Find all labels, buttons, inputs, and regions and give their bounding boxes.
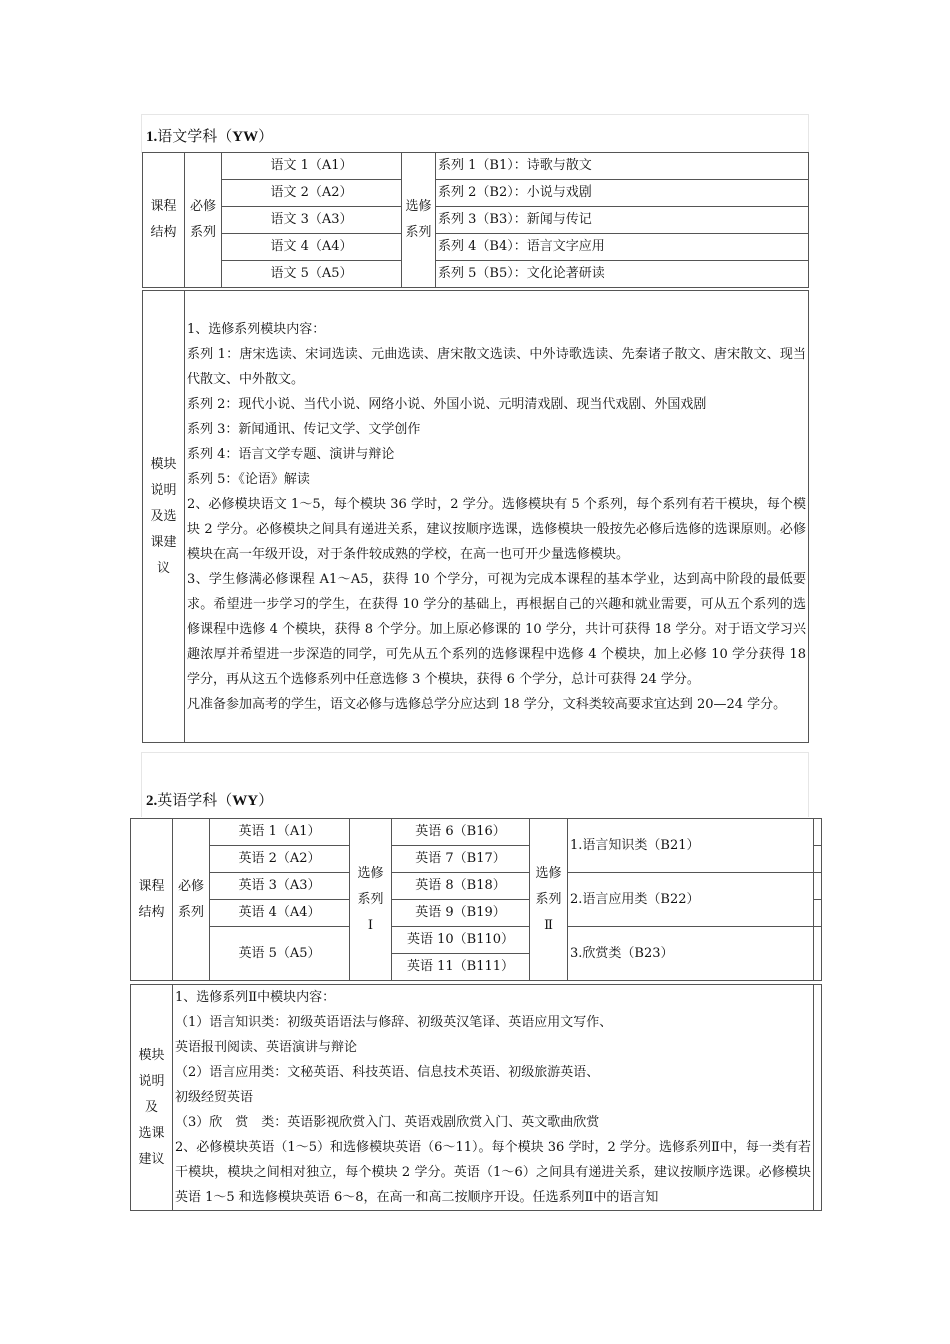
elective1-module: 英语 7（B17）: [392, 846, 530, 873]
section1-title-box: [141, 114, 809, 153]
required-module: 语文 4（A4）: [222, 234, 402, 261]
elective-module: 系列 1（B1）：诗歌与散文: [436, 153, 809, 180]
required-module: 英语 4（A4）: [210, 900, 350, 927]
section2-structure-table: [130, 818, 822, 981]
section2-title: 2.英语学科（WY）: [146, 791, 274, 809]
section2-description-table: [130, 984, 822, 1211]
elective-series-2-label: 选修 系列 Ⅱ: [530, 819, 568, 981]
required-series-label: 必修 系列: [173, 819, 210, 981]
elective2-module: 1.语言知识类（B21）: [568, 819, 814, 873]
description-text: 1、选修系列Ⅱ中模块内容： （1）语言知识类：初级英语语法与修辞、初级英汉笔译、英语应用文写作、 英语报刊阅读、英语演讲与辩论 （2）语言应用类：文秘英语、科技英语、信息技术英语、初级旅游英语、 初级经贸英语 （3）欣 赏 类：英语影视欣赏入门、英语戏剧欣赏入门、英文歌曲欣赏 2、必修模块英语（1～5）和选修模块英语（6～11）。每个模块 36 学时，2 学分。选修系列Ⅱ中，每一类有若干模块，模块之间相对独立，每个模块 2 学分。英语（1～6）之间具有递进关系，建议按顺序选课。必修模块英语 1～5 和选修模块英语 6～8，在高一和高二按顺序开设。任选系列Ⅱ中的语言知: [173, 985, 814, 1211]
description-text: 1、选修系列模块内容： 系列 1：唐宋选读、宋词选读、元曲选读、唐宋散文选读、中外诗歌选读、先秦诸子散文、唐宋散文、现当代散文、中外散文。 系列 2：现代小说、当代小说、网络小说、外国小说、元明清戏剧、现当代戏剧、外国戏剧 系列 3：新闻通讯、传记文学、文学创作 系列 4：语言文学专题、演讲与辩论 系列 5：《论语》解读 2、必修模块语文 1～5，每个模块 36 学时，2 学分。选修模块有 5 个系列，每个系列有若干模块，每个模块 2 学分。必修模块之间具有递进关系，建议按顺序选课，选修模块一般按先必修后选修的选课原则。必修模块在高一年级开设，对于条件较成熟的学校，在高一也可开少量选修模块。 3、学生修满必修课程 A1～A5，获得 10 个学分，可视为完成本课程的基本学业，达到高中阶段的最低要求。希望进一步学习的学生，在获得 10 学分的基础上，再根据自己的兴趣和就业需要，可从五个系列的选修课程中选修 4 个模块，获得 8 个学分。加上原必修课的 10 学分，共计可获得 18 学分。对于语文学习兴趣浓厚并希望进一步深造的同学，可先从五个系列的选修课程中选修 4 个模块，加上必修 10 学分获得 18 学分，再从这五个选修系列中任意选修 3 个模块，获得 6 个学分，总计可获得 24 学分。 凡准备参加高考的学生，语文必修与选修总学分应达到 18 学分，文科类较高要求宜达到 20—24 学分。: [185, 291, 809, 743]
elective2-module: 3.欣赏类（B23）: [568, 927, 814, 981]
side-cell: [814, 927, 822, 981]
required-module: 英语 1（A1）: [210, 819, 350, 846]
side-cell: [814, 819, 822, 846]
elective1-module: 英语 8（B18）: [392, 873, 530, 900]
structure-label: 课程 结构: [143, 153, 185, 288]
side-cell: [814, 900, 822, 927]
section2-title-box: [141, 752, 809, 817]
elective-module: 系列 4（B4）：语言文字应用: [436, 234, 809, 261]
required-module: 英语 3（A3）: [210, 873, 350, 900]
elective-module: 系列 5（B5）：文化论著研读: [436, 261, 809, 288]
section1-title: 1.语文学科（YW）: [146, 127, 274, 145]
required-module: 英语 5（A5）: [210, 927, 350, 981]
elective-module: 系列 2（B2）：小说与戏剧: [436, 180, 809, 207]
elective-series-1-label: 选修 系列 Ⅰ: [350, 819, 392, 981]
description-label: 模块 说明 及选 课建 议: [143, 291, 185, 743]
section1-description-table: [142, 290, 809, 743]
side-cell: [814, 846, 822, 873]
required-module: 语文 3（A3）: [222, 207, 402, 234]
elective1-module: 英语 10（B110）: [392, 927, 530, 954]
required-module: 语文 1（A1）: [222, 153, 402, 180]
structure-label: 课程 结构: [131, 819, 173, 981]
side-cell: [814, 985, 822, 1211]
elective2-module: 2.语言应用类（B22）: [568, 873, 814, 927]
section1-structure-table: [142, 152, 809, 288]
elective-module: 系列 3（B3）：新闻与传记: [436, 207, 809, 234]
elective1-module: 英语 9（B19）: [392, 900, 530, 927]
required-series-label: 必修 系列: [185, 153, 222, 288]
required-module: 语文 2（A2）: [222, 180, 402, 207]
elective1-module: 英语 11（B111）: [392, 954, 530, 981]
required-module: 英语 2（A2）: [210, 846, 350, 873]
elective-series-label: 选修 系列: [402, 153, 436, 288]
side-cell: [814, 873, 822, 900]
description-label: 模块 说明 及 选课 建议: [131, 985, 173, 1211]
elective1-module: 英语 6（B16）: [392, 819, 530, 846]
required-module: 语文 5（A5）: [222, 261, 402, 288]
